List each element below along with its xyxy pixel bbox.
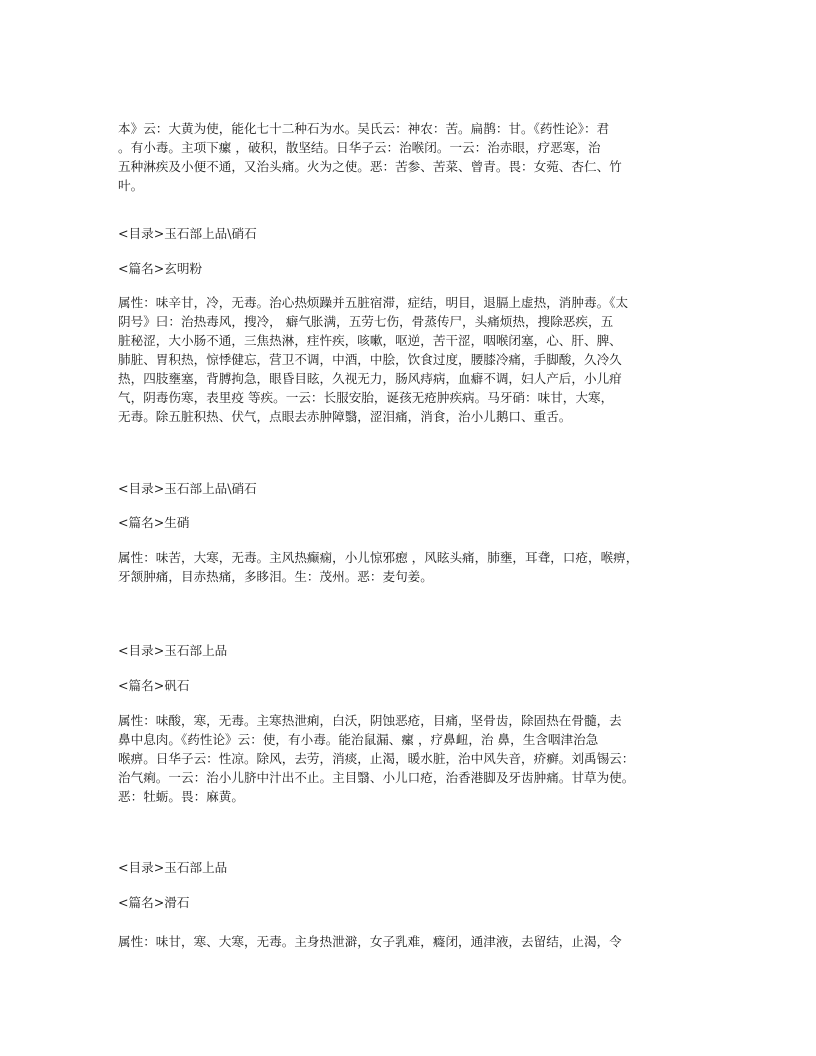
text-line: 热，四肢壅塞，背膊拘急，眼昏目眩，久视无力，肠风痔病，血癖不调，妇人产后，小儿疳 [118, 371, 622, 386]
text-line: 肺脏、胃积热，惊悸健忘，营卫不调，中酒，中脍，饮食过度，腰膝冷痛，手脚酸，久冷久 [118, 352, 622, 367]
text-line: 脏秘涩，大小肠不通，三焦热淋，疰忤疾，咳嗽，呕逆，苦干涩，咽喉闭塞，心、肝、脾、 [118, 333, 622, 348]
text-line: 鼻中息肉。《药性论》云：使，有小毒。能治鼠漏、瘰 ，疗鼻衄，治 鼻，生含咽津治急 [118, 732, 599, 747]
entry-body [118, 293, 628, 426]
entry-section [118, 676, 189, 695]
catalog-heading: <目录>玉石部上品\硝石 [118, 226, 257, 241]
text-line: 五种淋疾及小便不通，又治头痛。火为之使。恶：苦参、苦菜、曾青。畏：女菀、杏仁、竹 [118, 159, 622, 174]
title-heading: <篇名>矾石 [118, 678, 190, 693]
entry-section [118, 513, 189, 532]
intro-paragraph [118, 119, 622, 195]
text-line: 属性：味酸，寒，无毒。主寒热泄痢，白沃，阴蚀恶疮，目痛，坚骨齿，除固热在骨髓，去 [118, 713, 622, 728]
catalog-heading: <目录>玉石部上品 [118, 860, 228, 875]
entry-body [118, 932, 622, 951]
text-line: 恶：牡蛎。畏：麻黄。 [118, 789, 244, 804]
title-heading: <篇名>滑石 [118, 895, 190, 910]
entry-section [118, 259, 202, 278]
entry-section [118, 858, 227, 877]
text-line: 。有小毒。主项下瘰 ，破积，散坚结。日华子云：治喉闭。一云：治赤眼，疗恶寒，治 [118, 140, 601, 155]
text-line: 气，阴毒伤寒，表里疫 等疾。一云：长服安胎，诞孩无疮肿疾病。马牙硝：味甘，大寒， [118, 390, 614, 405]
title-heading: <篇名>玄明粉 [118, 261, 203, 276]
text-line: 属性：味甘，寒、大寒，无毒。主身热泄澼，女子乳难，癃闭，通津液，去留结，止渴，令 [118, 934, 622, 949]
entry-section [118, 641, 227, 660]
entry-section [118, 479, 257, 498]
catalog-heading: <目录>玉石部上品\硝石 [118, 481, 257, 496]
entry-section [118, 893, 189, 912]
title-heading: <篇名>生硝 [118, 515, 190, 530]
entry-section [118, 224, 257, 243]
text-line: 牙颔肿痛，目赤热痛，多眵泪。生：茂州。恶：麦句姜。 [118, 569, 433, 584]
text-line: 治气痢。一云：治小儿脐中汁出不止。主目翳、小儿口疮，治香港脚及牙齿肿痛。甘草为使。 [118, 770, 635, 785]
entry-body [118, 548, 638, 586]
text-line: 属性：味苦，大寒，无毒。主风热癫痫，小儿惊邪瘛 ，风眩头痛，肺壅，耳聋，口疮，喉痹， [118, 550, 639, 565]
text-line: 阴号》曰：治热毒风，搜冷， 癖气胀满，五劳七伤，骨蒸传尸，头痛烦热，搜除恶疾，五 [118, 314, 614, 329]
text-line: 无毒。除五脏积热、伏气，点眼去赤肿障翳，涩泪痛，消食，治小儿鹅口、重舌。 [118, 409, 572, 424]
entry-body [118, 711, 634, 806]
text-line: 属性：味辛甘，冷，无毒。治心热烦躁并五脏宿滞，症结，明目，退膈上虚热，消肿毒。《太 [118, 295, 629, 310]
text-line: 本》云：大黄为使，能化七十二种石为水。吴氏云：神农：苦。扁鹊：甘。《药性论》：君 [118, 121, 610, 136]
text-line: 喉痹。日华子云：性凉。除风，去劳，消痰，止渴，暖水脏，治中风失音，疥癣。刘禹锡云： [118, 751, 635, 766]
text-line: 叶。 [118, 178, 144, 193]
catalog-heading: <目录>玉石部上品 [118, 643, 228, 658]
